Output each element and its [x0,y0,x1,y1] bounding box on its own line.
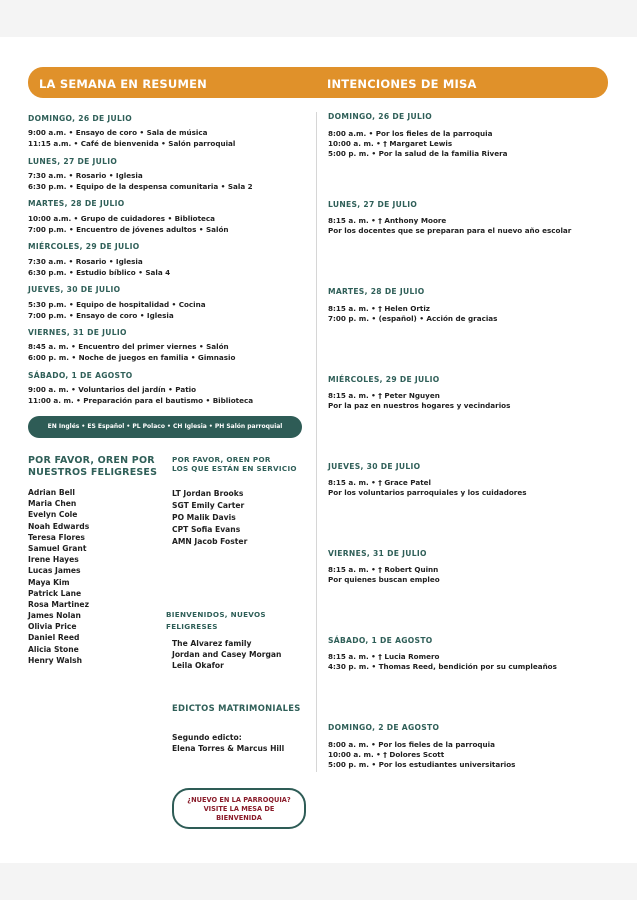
service-member-name: AMN Jacob Foster [172,537,248,546]
parishioner-name: Patrick Lane [28,589,82,598]
intention-day-heading: MIÉRCOLES, 29 DE JULIO [328,375,440,384]
week-day-heading: JUEVES, 30 DE JULIO [28,285,121,294]
intention-day-heading: JUEVES, 30 DE JULIO [328,462,421,471]
week-event: 5:30 p.m. • Equipo de hospitalidad • Cocina [28,300,206,309]
pray-service-title: POR FAVOR, OREN POR LOS QUE ESTÁN EN SERVICIO [172,455,297,473]
week-event: 7:00 p.m. • Encuentro de jóvenes adultos • Salón [28,225,229,234]
banns-couple: Elena Torres & Marcus Hill [172,744,285,753]
intention-line: Por los voluntarios parroquiales y los cuidadores [328,488,527,497]
intention-day-heading: LUNES, 27 DE JULIO [328,200,418,209]
parishioner-name: Teresa Flores [28,533,85,542]
intention-line: 8:15 a. m. • † Peter Nguyen [328,391,440,400]
intention-line: Por los docentes que se preparan para el nuevo año escolar [328,226,572,235]
intention-day-heading: DOMINGO, 2 DE AGOSTO [328,723,440,732]
intention-line: 8:15 a. m. • † Robert Quinn [328,565,439,574]
intention-day-heading: MARTES, 28 DE JULIO [328,287,425,296]
week-day-heading: MARTES, 28 DE JULIO [28,199,125,208]
intention-day-heading: DOMINGO, 26 DE JULIO [328,112,433,121]
intention-line: 8:15 a. m. • † Grace Patel [328,478,432,487]
parishioner-name: Rosa Martinez [28,600,89,609]
week-event: 7:30 a.m. • Rosario • Iglesia [28,257,143,266]
parishioner-name: Noah Edwards [28,522,90,531]
intention-line: 5:00 p. m. • Por la salud de la familia Rivera [328,149,508,158]
parishioner-name: Adrian Bell [28,488,75,497]
welcome-desk-text: ¿NUEVO EN LA PARROQUIA? VISITE LA MESA DE BIENVENIDA [187,796,291,822]
intention-line: 10:00 a. m. • † Margaret Lewis [328,139,453,148]
intention-line: 4:30 p. m. • Thomas Reed, bendición por su cumpleaños [328,662,557,671]
language-legend: EN Inglés • ES Español • PL Polaco • CH Iglesia • PH Salón parroquial [28,416,302,438]
week-event: 9:00 a. m. • Voluntarios del jardín • Patio [28,385,197,394]
intention-line: 8:15 a. m. • † Anthony Moore [328,216,447,225]
week-event: 7:00 p.m. • Ensayo de coro • Iglesia [28,311,174,320]
week-event: 8:45 a. m. • Encuentro del primer viernes • Salón [28,342,229,351]
intention-day-heading: VIERNES, 31 DE JULIO [328,549,427,558]
intention-line: Por quienes buscan empleo [328,575,440,584]
week-day-heading: MIÉRCOLES, 29 DE JULIO [28,242,140,251]
week-day-heading: LUNES, 27 DE JULIO [28,157,118,166]
new-parishioner-name: Leila Okafor [172,661,224,670]
column-divider [316,112,317,772]
intention-line: 5:00 p. m. • Por los estudiantes universitarios [328,760,516,769]
intention-line: 8:00 a. m. • Por los fieles de la parroquia [328,740,495,749]
intention-line: 10:00 a. m. • † Dolores Scott [328,750,445,759]
parishioner-name: Daniel Reed [28,633,80,642]
parishioner-name: Samuel Grant [28,544,87,553]
week-summary-title: LA SEMANA EN RESUMEN [39,77,207,91]
week-day-heading: VIERNES, 31 DE JULIO [28,328,127,337]
parishioner-name: Maya Kim [28,578,70,587]
parishioner-name: James Nolan [28,611,81,620]
service-member-name: CPT Sofia Evans [172,525,241,534]
intention-line: 8:15 a. m. • † Helen Ortiz [328,304,430,313]
service-member-name: LT Jordan Brooks [172,489,244,498]
service-member-name: SGT Emily Carter [172,501,245,510]
week-event: 11:00 a. m. • Preparación para el bautismo • Biblioteca [28,396,254,405]
intention-day-heading: SÁBADO, 1 DE AGOSTO [328,636,433,645]
parishioner-name: Henry Walsh [28,656,83,665]
intention-line: Por la paz en nuestros hogares y vecindarios [328,401,511,410]
week-event: 6:30 p.m. • Estudio bíblico • Sala 4 [28,268,171,277]
parishioner-name: Alicia Stone [28,645,79,654]
banns-line: Segundo edicto: [172,733,242,742]
new-parishioner-name: The Alvarez family [172,639,252,648]
header-banner [28,67,608,98]
week-event: 7:30 a.m. • Rosario • Iglesia [28,171,143,180]
parishioner-name: Lucas James [28,566,81,575]
intention-line: 8:00 a.m. • Por los fieles de la parroquia [328,129,493,138]
intention-line: 8:15 a. m. • † Lucia Romero [328,652,440,661]
banns-title: EDICTOS MATRIMONIALES [172,703,301,713]
welcome-title: BIENVENIDOS, NUEVOS FELIGRESES [166,610,266,631]
welcome-desk-callout[interactable] [172,788,306,829]
parishioner-name: Maria Chen [28,499,77,508]
parishioner-name: Olivia Price [28,622,77,631]
service-member-name: PO Malik Davis [172,513,236,522]
pray-parishioners-title: POR FAVOR, OREN POR NUESTROS FELIGRESES [28,455,158,478]
week-event: 9:00 a.m. • Ensayo de coro • Sala de música [28,128,208,137]
week-event: 10:00 a.m. • Grupo de cuidadores • Biblioteca [28,214,216,223]
parishioner-name: Irene Hayes [28,555,79,564]
week-event: 11:15 a.m. • Café de bienvenida • Salón parroquial [28,139,236,148]
week-event: 6:30 p.m. • Equipo de la despensa comunitaria • Sala 2 [28,182,253,191]
week-day-heading: SÁBADO, 1 DE AGOSTO [28,371,133,380]
week-day-heading: DOMINGO, 26 DE JULIO [28,114,133,123]
intention-line: 7:00 p. m. • (español) • Acción de gracias [328,314,498,323]
mass-intentions-title: INTENCIONES DE MISA [327,77,477,91]
parishioner-name: Evelyn Cole [28,510,78,519]
new-parishioner-name: Jordan and Casey Morgan [172,650,282,659]
week-event: 6:00 p. m. • Noche de juegos en familia • Gimnasio [28,353,236,362]
